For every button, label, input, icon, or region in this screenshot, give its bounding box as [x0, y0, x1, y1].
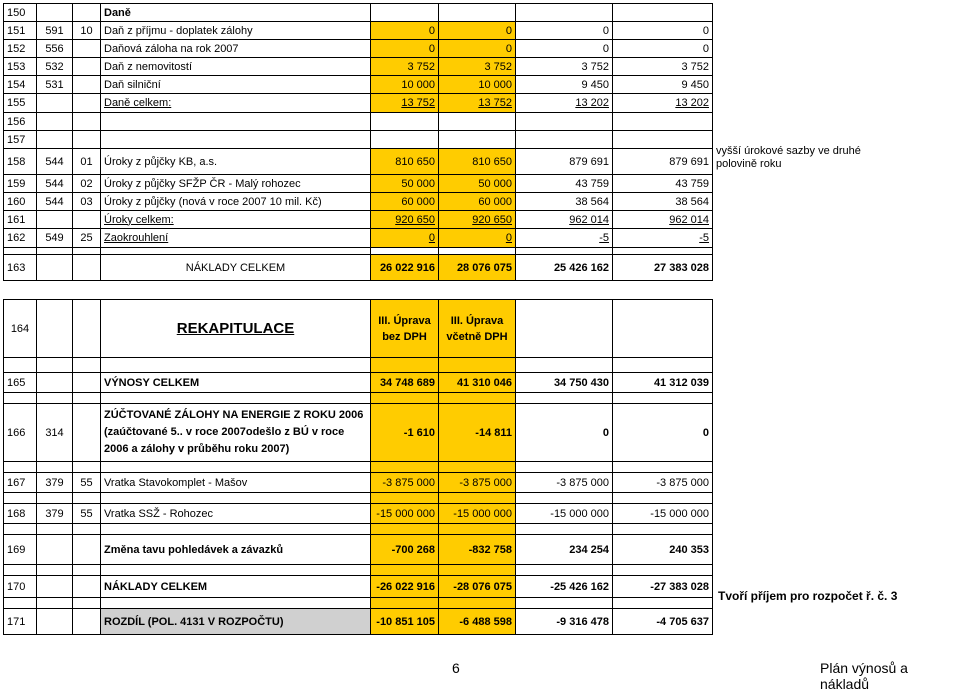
- sub-code: [73, 76, 101, 94]
- table-row: [4, 94, 908, 113]
- value-col-4: 3 752: [613, 58, 713, 76]
- account-code: 532: [37, 58, 73, 76]
- value-col-2: [439, 113, 516, 131]
- row-number: 161: [4, 211, 37, 229]
- table-row: [4, 404, 908, 462]
- table-row: [4, 473, 908, 493]
- table-row: [4, 76, 908, 94]
- value-col-3: -5: [516, 229, 613, 248]
- value-col-1: -700 268: [371, 535, 439, 565]
- col-header-no-vat: III. Úprava bez DPH: [371, 300, 439, 358]
- sub-code: [73, 40, 101, 58]
- value-col-3: 0: [516, 40, 613, 58]
- account-code: [37, 113, 73, 131]
- value-col-3: 9 450: [516, 76, 613, 94]
- note-cell: [713, 22, 908, 40]
- value-col-2: 60 000: [439, 193, 516, 211]
- note-cell: [713, 40, 908, 58]
- row-label: [101, 113, 371, 131]
- note-cell: [713, 373, 908, 393]
- value-col-1: 0: [371, 22, 439, 40]
- table-top: [3, 3, 908, 281]
- note-revenue: Tvoří příjem pro rozpočet ř. č. 3: [718, 589, 898, 603]
- value-col-3: 38 564: [516, 193, 613, 211]
- table-row: [4, 229, 908, 248]
- table-row: [4, 40, 908, 58]
- account-code: 591: [37, 22, 73, 40]
- row-label: Vratka Stavokomplet - Mašov: [101, 473, 371, 493]
- value-col-4: -4 705 637: [613, 609, 713, 635]
- note-interest-rates: vyšší úrokové sazby ve druhé polovině roku: [716, 145, 861, 170]
- sub-code: [73, 609, 101, 635]
- value-col-2: 13 752: [439, 94, 516, 113]
- account-code: 314: [37, 404, 73, 462]
- row-label: Změna tavu pohledávek a závazků: [101, 535, 371, 565]
- row-number: 170: [4, 576, 37, 598]
- value-col-2: 0: [439, 22, 516, 40]
- table-row: [4, 255, 908, 281]
- sub-code: 02: [73, 175, 101, 193]
- page-number: 6: [452, 660, 460, 676]
- note-cell: [713, 255, 908, 281]
- note-cell: [713, 76, 908, 94]
- value-col-2: -6 488 598: [439, 609, 516, 635]
- sub-code: [73, 94, 101, 113]
- sub-code: [73, 373, 101, 393]
- note-cell: [713, 609, 908, 635]
- row-label: NÁKLADY CELKEM: [101, 255, 371, 281]
- value-col-1: 0: [371, 229, 439, 248]
- value-col-3: -15 000 000: [516, 504, 613, 524]
- value-col-1: -10 851 105: [371, 609, 439, 635]
- sub-code: [73, 576, 101, 598]
- spacer-row: [4, 524, 908, 535]
- note-cell: [713, 94, 908, 113]
- recap-title: REKAPITULACE: [101, 300, 371, 358]
- sub-code: [73, 58, 101, 76]
- value-col-2: -14 811: [439, 404, 516, 462]
- value-col-2: -3 875 000: [439, 473, 516, 493]
- note-cell: [713, 229, 908, 248]
- value-col-2: 810 650: [439, 149, 516, 175]
- note-cell: [713, 58, 908, 76]
- row-number: 158: [4, 149, 37, 175]
- row-number: 165: [4, 373, 37, 393]
- row-number: 160: [4, 193, 37, 211]
- account-code: 531: [37, 76, 73, 94]
- value-col-3: 43 759: [516, 175, 613, 193]
- account-code: [37, 255, 73, 281]
- value-col-4: -15 000 000: [613, 504, 713, 524]
- footer-title: Plán výnosů a nákladů: [820, 660, 908, 692]
- value-col-4: -3 875 000: [613, 473, 713, 493]
- account-code: 544: [37, 193, 73, 211]
- value-col-4: [613, 4, 713, 22]
- row-number: 157: [4, 131, 37, 149]
- value-col-4: 43 759: [613, 175, 713, 193]
- value-col-3: 34 750 430: [516, 373, 613, 393]
- row-label: ZÚČTOVANÉ ZÁLOHY NA ENERGIE Z ROKU 2006 (zaúčtované 5.. v roce 2007odešlo z BÚ v roce 2006 a zálohy v průběhu roku 2007): [101, 404, 371, 462]
- table-row: [4, 300, 908, 358]
- value-col-3: [516, 131, 613, 149]
- sub-code: [73, 255, 101, 281]
- row-number: 164: [4, 300, 37, 358]
- row-number: 171: [4, 609, 37, 635]
- note-cell: [713, 535, 908, 565]
- value-col-1: 810 650: [371, 149, 439, 175]
- sub-code: 55: [73, 473, 101, 493]
- account-code: [37, 535, 73, 565]
- value-col-4: 41 312 039: [613, 373, 713, 393]
- value-col-1: 60 000: [371, 193, 439, 211]
- value-col-3: -25 426 162: [516, 576, 613, 598]
- table-row: [4, 175, 908, 193]
- value-col-4: 0: [613, 22, 713, 40]
- row-number: 162: [4, 229, 37, 248]
- value-col-3: 3 752: [516, 58, 613, 76]
- note-cell: [713, 404, 908, 462]
- value-col-2: 3 752: [439, 58, 516, 76]
- value-col-2: 920 650: [439, 211, 516, 229]
- row-number: 154: [4, 76, 37, 94]
- value-col-1: 920 650: [371, 211, 439, 229]
- value-col-3: -3 875 000: [516, 473, 613, 493]
- value-col-1: -15 000 000: [371, 504, 439, 524]
- account-code: [37, 609, 73, 635]
- row-label: Zaokrouhlení: [101, 229, 371, 248]
- spacer-row: [4, 493, 908, 504]
- value-col-4: -5: [613, 229, 713, 248]
- value-col-2: 0: [439, 229, 516, 248]
- value-col-4: 0: [613, 40, 713, 58]
- row-label: [101, 131, 371, 149]
- spacer-row: [4, 248, 908, 255]
- value-col-3: [516, 113, 613, 131]
- row-label: Úroky celkem:: [101, 211, 371, 229]
- account-code: [37, 94, 73, 113]
- table-row: [4, 504, 908, 524]
- account-code: 556: [37, 40, 73, 58]
- value-col-4: 27 383 028: [613, 255, 713, 281]
- row-label: Daň z příjmu - doplatek zálohy: [101, 22, 371, 40]
- value-col-1: [371, 113, 439, 131]
- note-cell: [713, 504, 908, 524]
- sub-code: 01: [73, 149, 101, 175]
- row-number: 163: [4, 255, 37, 281]
- value-col-2: -15 000 000: [439, 504, 516, 524]
- value-col-4: -27 383 028: [613, 576, 713, 598]
- value-col-2: -28 076 075: [439, 576, 516, 598]
- value-col-2: 41 310 046: [439, 373, 516, 393]
- value-col-2: -832 758: [439, 535, 516, 565]
- row-label: Daně celkem:: [101, 94, 371, 113]
- value-col-1: 13 752: [371, 94, 439, 113]
- value-col-1: -26 022 916: [371, 576, 439, 598]
- sub-code: 25: [73, 229, 101, 248]
- row-number: 168: [4, 504, 37, 524]
- table-row: [4, 113, 908, 131]
- table-row: [4, 211, 908, 229]
- note-cell: [713, 211, 908, 229]
- row-label: NÁKLADY CELKEM: [101, 576, 371, 598]
- table-row: [4, 609, 908, 635]
- row-number: 155: [4, 94, 37, 113]
- value-col-3: 879 691: [516, 149, 613, 175]
- sub-code: [73, 211, 101, 229]
- row-label: VÝNOSY CELKEM: [101, 373, 371, 393]
- value-col-3: 13 202: [516, 94, 613, 113]
- account-code: 549: [37, 229, 73, 248]
- table-row: [4, 58, 908, 76]
- table-row: [4, 373, 908, 393]
- row-label: Daně: [101, 4, 371, 22]
- sub-code: [73, 131, 101, 149]
- value-col-1: -3 875 000: [371, 473, 439, 493]
- value-col-1: [371, 131, 439, 149]
- table-row: [4, 535, 908, 565]
- account-code: 379: [37, 473, 73, 493]
- spacer-row: [4, 358, 908, 373]
- account-code: 379: [37, 504, 73, 524]
- row-number: 159: [4, 175, 37, 193]
- value-col-1: 50 000: [371, 175, 439, 193]
- row-label: Úroky z půjčky (nová v roce 2007 10 mil. Kč): [101, 193, 371, 211]
- value-col-2: [439, 4, 516, 22]
- value-col-2: 50 000: [439, 175, 516, 193]
- value-col-3: 962 014: [516, 211, 613, 229]
- value-col-3: -9 316 478: [516, 609, 613, 635]
- value-col-3: 25 426 162: [516, 255, 613, 281]
- value-col-4: [613, 131, 713, 149]
- value-col-3: 0: [516, 22, 613, 40]
- row-label: Úroky z půjčky KB, a.s.: [101, 149, 371, 175]
- sub-code: [73, 4, 101, 22]
- account-code: [37, 576, 73, 598]
- value-col-1: 10 000: [371, 76, 439, 94]
- row-label: Daň z nemovitostí: [101, 58, 371, 76]
- spacer-row: [4, 565, 908, 576]
- sub-code: 10: [73, 22, 101, 40]
- value-col-2: 28 076 075: [439, 255, 516, 281]
- row-label: Vratka SSŽ - Rohozec: [101, 504, 371, 524]
- account-code: 544: [37, 149, 73, 175]
- spacer-row: [4, 393, 908, 404]
- row-label: Daňová záloha na rok 2007: [101, 40, 371, 58]
- value-col-3: 0: [516, 404, 613, 462]
- note-cell: [713, 193, 908, 211]
- account-code: [37, 4, 73, 22]
- account-code: [37, 373, 73, 393]
- spacer-row: [4, 462, 908, 473]
- value-col-3: 234 254: [516, 535, 613, 565]
- account-code: [37, 211, 73, 229]
- sub-code: [73, 113, 101, 131]
- row-number: 169: [4, 535, 37, 565]
- value-col-3: [516, 4, 613, 22]
- value-col-4: 0: [613, 404, 713, 462]
- value-col-2: 0: [439, 40, 516, 58]
- value-col-4: 13 202: [613, 94, 713, 113]
- value-col-1: 0: [371, 40, 439, 58]
- value-col-4: 9 450: [613, 76, 713, 94]
- value-col-1: -1 610: [371, 404, 439, 462]
- table-recap: [3, 299, 908, 635]
- value-col-4: [613, 113, 713, 131]
- note-cell: [713, 4, 908, 22]
- note-cell: [713, 175, 908, 193]
- table-row: [4, 193, 908, 211]
- value-col-2: [439, 131, 516, 149]
- note-cell: [713, 113, 908, 131]
- value-col-1: 26 022 916: [371, 255, 439, 281]
- row-number: 153: [4, 58, 37, 76]
- row-number: 156: [4, 113, 37, 131]
- row-label: ROZDÍL (POL. 4131 V ROZPOČTU): [101, 609, 371, 635]
- value-col-1: 3 752: [371, 58, 439, 76]
- account-code: [37, 131, 73, 149]
- row-label: Daň silniční: [101, 76, 371, 94]
- value-col-4: 240 353: [613, 535, 713, 565]
- sub-code: 55: [73, 504, 101, 524]
- col-header-with-vat: III. Úprava včetně DPH: [439, 300, 516, 358]
- sub-code: 03: [73, 193, 101, 211]
- value-col-2: 10 000: [439, 76, 516, 94]
- row-number: 151: [4, 22, 37, 40]
- row-number: 167: [4, 473, 37, 493]
- value-col-1: 34 748 689: [371, 373, 439, 393]
- sub-code: [73, 404, 101, 462]
- value-col-4: 962 014: [613, 211, 713, 229]
- row-number: 166: [4, 404, 37, 462]
- table-row: [4, 4, 908, 22]
- note-cell: [713, 473, 908, 493]
- value-col-4: 879 691: [613, 149, 713, 175]
- row-number: 152: [4, 40, 37, 58]
- sub-code: [73, 535, 101, 565]
- value-col-1: [371, 4, 439, 22]
- row-number: 150: [4, 4, 37, 22]
- row-label: Úroky z půjčky SFŽP ČR - Malý rohozec: [101, 175, 371, 193]
- table-row: [4, 22, 908, 40]
- value-col-4: 38 564: [613, 193, 713, 211]
- account-code: 544: [37, 175, 73, 193]
